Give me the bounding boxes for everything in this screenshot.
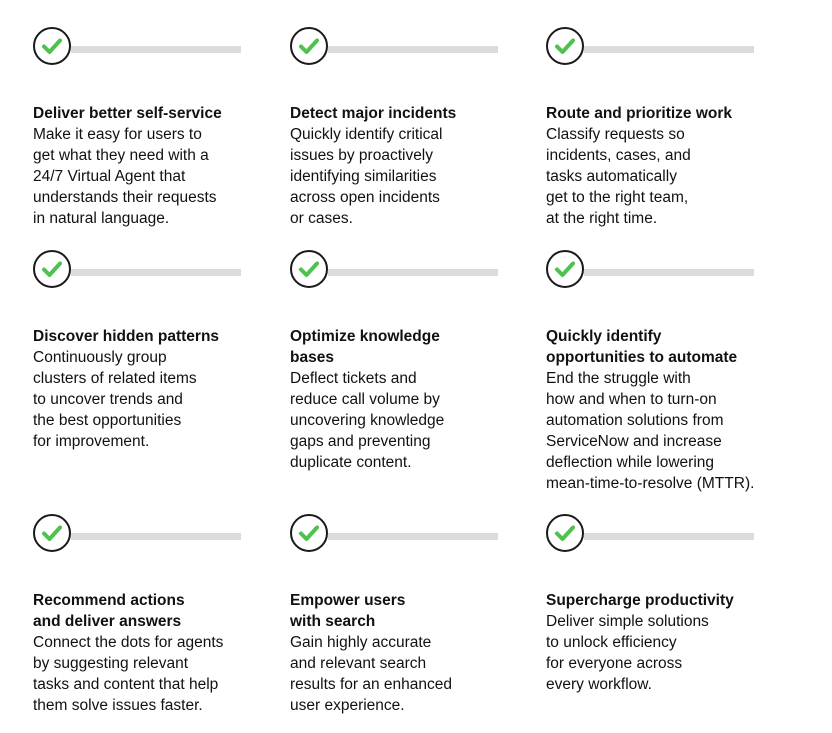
divider-bar — [328, 269, 498, 276]
feature-title: Quickly identify opportunities to automate — [546, 328, 738, 366]
feature-card — [33, 514, 293, 716]
feature-title: Recommend actions and deliver answers — [33, 592, 185, 630]
check-header — [546, 514, 806, 558]
checkmark-icon — [546, 27, 584, 65]
checkmark-icon — [33, 27, 71, 65]
divider-bar — [71, 533, 241, 540]
divider-bar — [71, 46, 241, 53]
divider-bar — [584, 46, 754, 53]
feature-description: Continuously group clusters of related items to uncover trends and the best opportunities for improvement. — [33, 349, 197, 450]
checkmark-icon — [546, 514, 584, 552]
check-header — [33, 27, 293, 71]
checkmark-icon — [33, 514, 71, 552]
feature-title: Detect major incidents — [290, 105, 457, 122]
feature-description: Deflect tickets and reduce call volume by uncovering knowledge gaps and preventing duplicate content. — [290, 370, 445, 471]
feature-card — [546, 27, 806, 229]
feature-card — [546, 514, 806, 695]
check-header — [290, 27, 550, 71]
divider-bar — [328, 46, 498, 53]
check-header — [33, 514, 293, 558]
feature-card — [33, 27, 293, 229]
divider-bar — [328, 533, 498, 540]
check-header — [546, 27, 806, 71]
feature-title: Optimize knowledge bases — [290, 328, 440, 366]
checkmark-icon — [290, 250, 328, 288]
feature-card — [33, 250, 293, 452]
feature-card — [290, 514, 550, 716]
checkmark-icon — [33, 250, 71, 288]
feature-description: Quickly identify critical issues by proactively identifying similarities across open incidents or cases. — [290, 126, 443, 227]
feature-description: Gain highly accurate and relevant search results for an enhanced user experience. — [290, 634, 452, 714]
feature-title: Deliver better self-service — [33, 105, 222, 122]
check-header — [546, 250, 806, 294]
check-header — [290, 250, 550, 294]
feature-description: Deliver simple solutions to unlock efficiency for everyone across every workflow. — [546, 613, 709, 693]
checkmark-icon — [290, 27, 328, 65]
divider-bar — [584, 533, 754, 540]
feature-title: Empower users with search — [290, 592, 406, 630]
divider-bar — [584, 269, 754, 276]
feature-card — [290, 27, 550, 229]
checkmark-icon — [546, 250, 584, 288]
feature-title: Route and prioritize work — [546, 105, 733, 122]
checkmark-icon — [290, 514, 328, 552]
feature-card — [290, 250, 550, 473]
check-header — [33, 250, 293, 294]
divider-bar — [71, 269, 241, 276]
check-header — [290, 514, 550, 558]
feature-description: End the struggle with how and when to turn-on automation solutions from ServiceNow and increase deflection while lowering mean-time-to-resolve (MTTR). — [546, 370, 755, 492]
feature-card — [546, 250, 806, 494]
feature-title: Supercharge productivity — [546, 592, 734, 609]
feature-title: Discover hidden patterns — [33, 328, 220, 345]
feature-description: Connect the dots for agents by suggesting relevant tasks and content that help them solve issues faster. — [33, 634, 224, 714]
feature-description: Make it easy for users to get what they need with a 24/7 Virtual Agent that understands their requests in natural language. — [33, 126, 217, 227]
feature-description: Classify requests so incidents, cases, and tasks automatically get to the right team, at the right time. — [546, 126, 691, 227]
